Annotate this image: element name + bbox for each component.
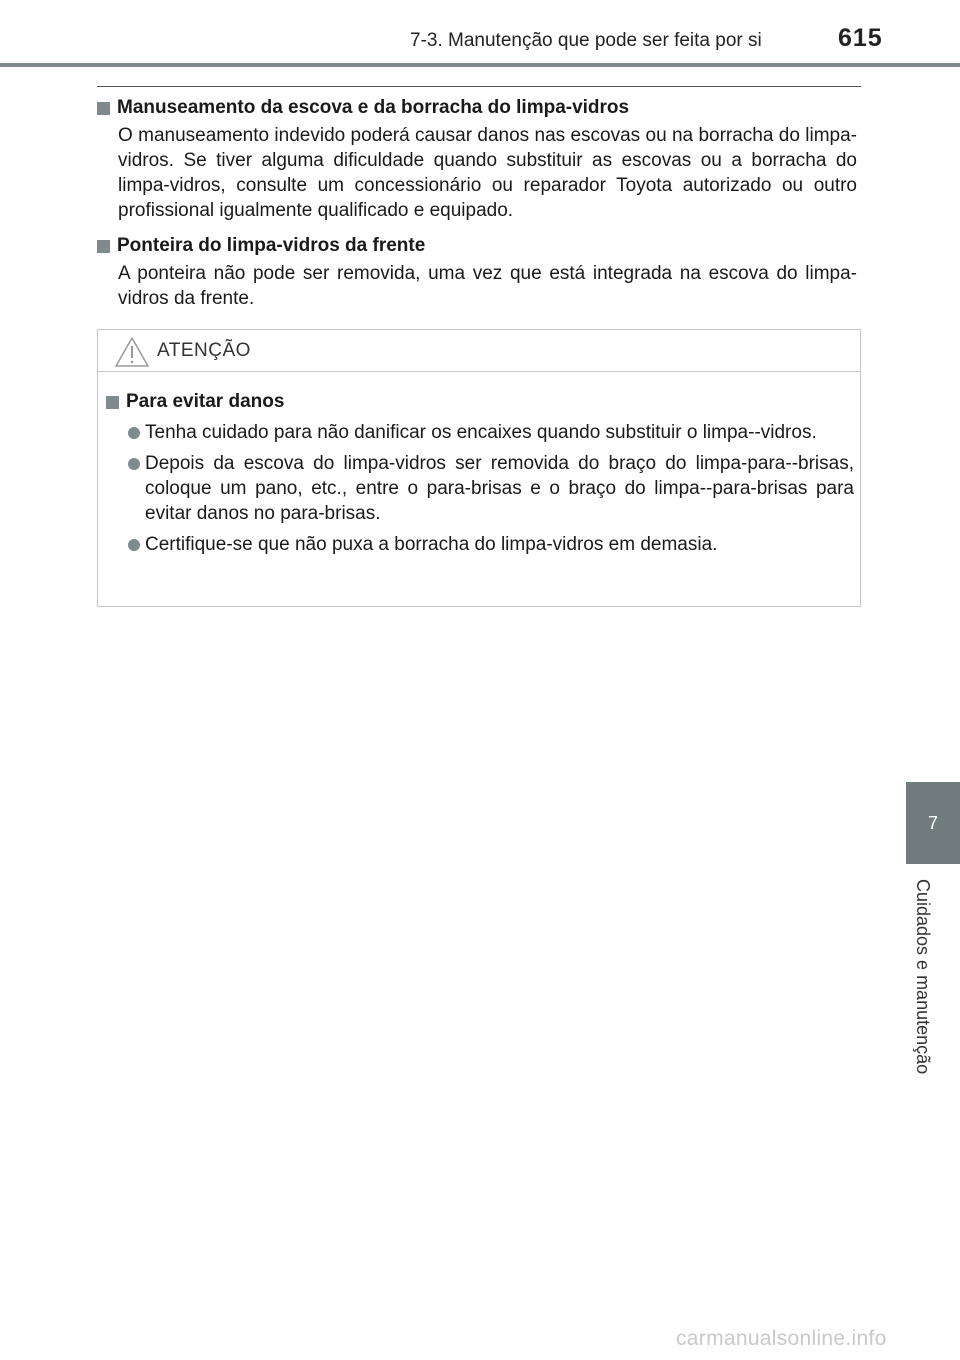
round-bullet-icon	[128, 539, 140, 551]
warning-heading	[106, 390, 854, 414]
square-bullet-icon	[106, 396, 119, 409]
warning-bullet-text: Certifique-se que não puxa a borracha do limpa-vidros em demasia.	[145, 534, 718, 555]
warning-bullet-item	[128, 420, 854, 445]
section-front-wiper-tip	[97, 234, 857, 311]
square-bullet-icon	[97, 240, 110, 253]
page-number: 615	[838, 24, 883, 52]
warning-bullet-item	[128, 532, 854, 557]
chapter-tab	[906, 782, 960, 864]
warning-heading-text: Para evitar danos	[126, 391, 285, 412]
warning-title: ATENÇÃO	[157, 340, 251, 361]
content-divider	[97, 86, 861, 87]
warning-bullet-text: Tenha cuidado para não danificar os encaixes quando substituir o limpa--vidros.	[145, 422, 817, 443]
warning-triangle-icon	[114, 336, 150, 368]
chapter-label: Cuidados e manutenção	[913, 879, 933, 1075]
square-bullet-icon	[97, 102, 110, 115]
page-header-title: 7-3. Manutenção que pode ser feita por si	[410, 30, 762, 51]
round-bullet-icon	[128, 427, 140, 439]
chapter-number: 7	[927, 812, 938, 833]
section-wiper-handling	[97, 96, 857, 223]
warning-bullet-text: Depois da escova do limpa-vidros ser removida do braço do limpa-para--brisas, coloque um pano, etc., entre o para-brisas e o braço do limpa--para-brisas para evitar danos no para-brisas.	[145, 453, 854, 524]
warning-content	[106, 390, 854, 557]
section-heading	[97, 96, 857, 120]
section-body: O manuseamento indevido poderá causar danos nas escovas ou na borracha do limpa-vidros. Se tiver alguma dificuldade quando substituir as escovas ou a borracha do limpa-vidros, consulte um concessionário ou reparador Toyota autorizado ou outro profissional igualmente qualificado e equipado.	[118, 125, 857, 221]
section-heading-text: Ponteira do limpa-vidros da frente	[117, 235, 426, 256]
round-bullet-icon	[128, 458, 140, 470]
warning-bullet-item	[128, 451, 854, 526]
section-body: A ponteira não pode ser removida, uma vez que está integrada na escova do limpa-vidros da frente.	[118, 263, 857, 309]
section-heading-text: Manuseamento da escova e da borracha do limpa-vidros	[117, 97, 630, 118]
section-heading	[97, 234, 857, 258]
watermark: carmanualsonline.info	[676, 1327, 887, 1350]
warning-header	[98, 330, 860, 372]
warning-box	[97, 329, 861, 607]
header-rule	[0, 63, 960, 67]
